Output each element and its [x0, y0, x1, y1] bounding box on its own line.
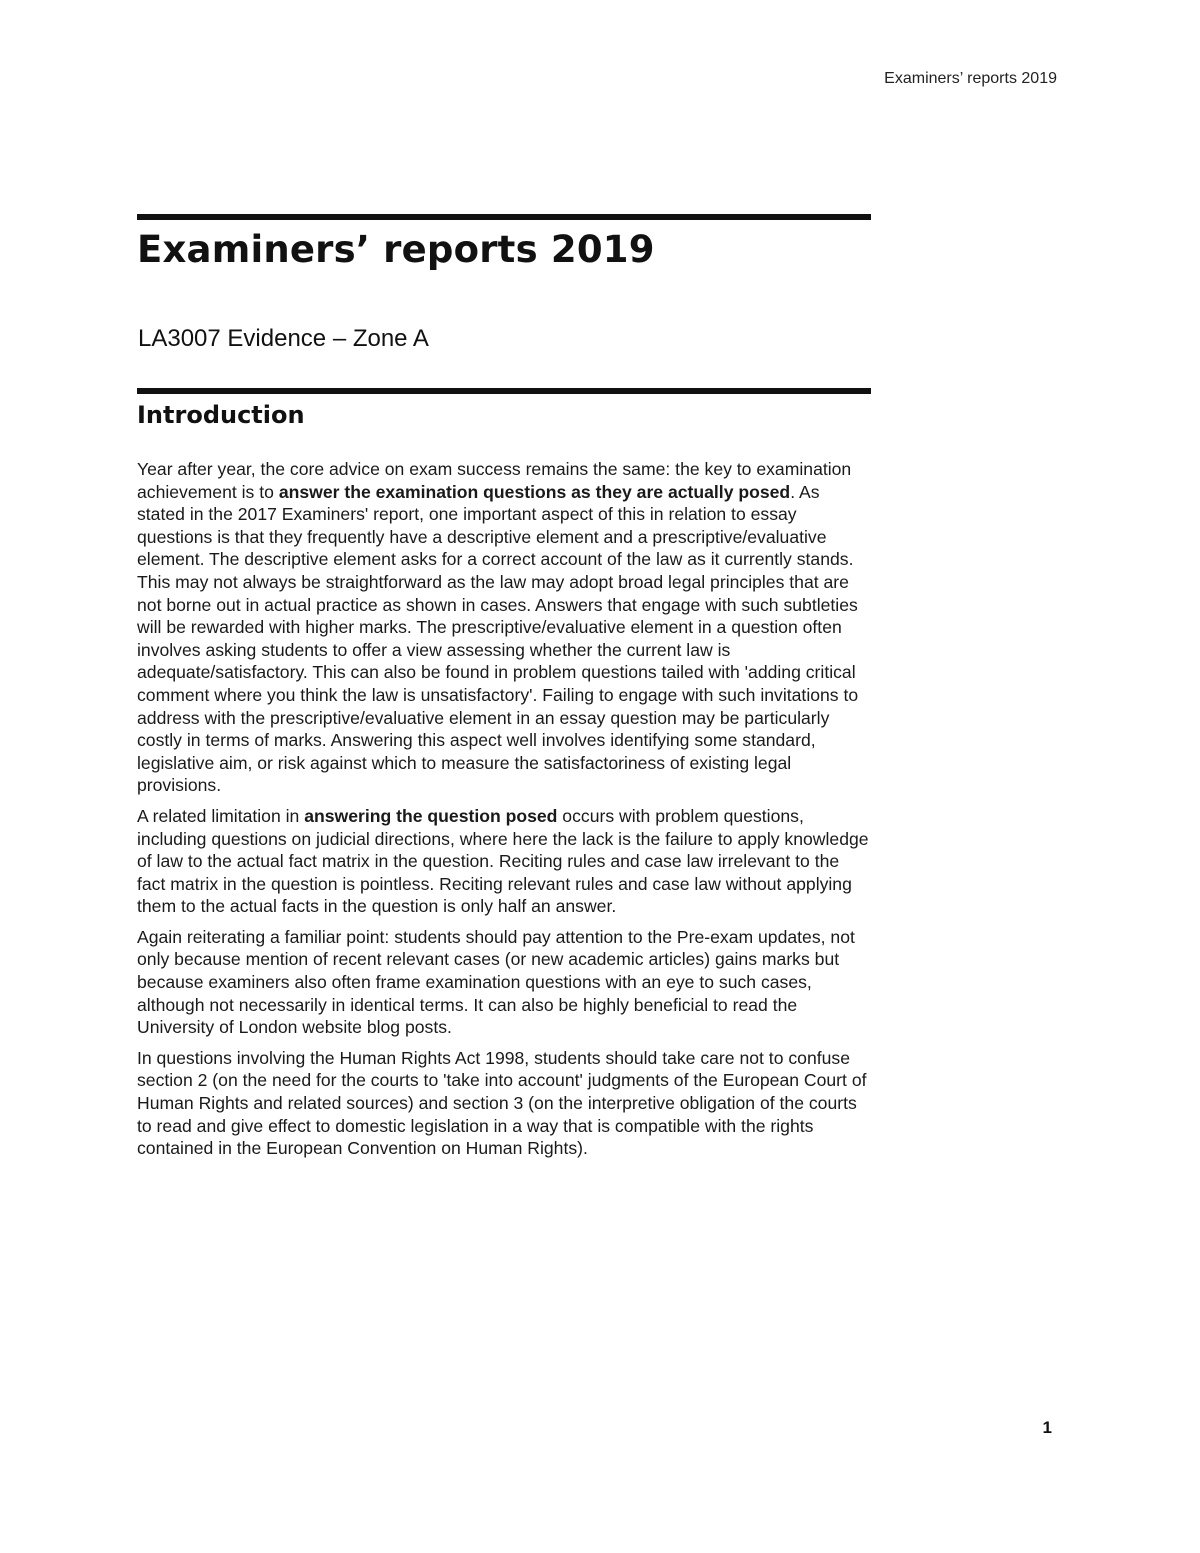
paragraph-4: In questions involving the Human Rights Act 1998, students should take care not to confuse section 2 (on the need for the courts to 'take into account' judgments of the European Court of Human Rights and related sources) and section 3 (on the interpretive obligation of the courts to read and give effect to domestic legislation in a way that is compatible with the rights contained in the European Convention on Human Rights).: [137, 1047, 867, 1159]
running-header: Examiners’ reports 2019: [884, 70, 1057, 87]
paragraph-2-text-a: A related limitation in: [137, 805, 305, 826]
paragraph-2-text-c: occurs with problem questions, including questions on judicial directions, where here the lack is the failure to apply knowledge of law to the actual fact matrix in the question. Reciting rules and case law irrelevant to the fact matrix in the question is pointless. Reciting relevant rules and case law without applying them to the actual facts in the question is only half an answer.: [137, 805, 869, 917]
paragraph-1-emphasis: answer the examination questions as they are actually posed: [278, 481, 791, 502]
paragraph-1-text-c: . As stated in the 2017 Examiners' report, one important aspect of this in relation to essay questions is that they frequently have a descriptive element and a prescriptive/evaluative element. The descriptive element asks for a correct account of the law as it currently stands. This may not always be straightforward as the law may adopt broad legal principles that are not borne out in actual practice as shown in cases. Answers that engage with such subtleties will be rewarded with higher marks. The prescriptive/evaluative element in a question often involves asking students to offer a view assessing whether the current law is adequate/satisfactory. This can also be found in problem questions tailed with 'adding critical comment where you think the law is unsatisfactory'. Failing to engage with such invitations to address with the prescriptive/evaluative element in an essay question may be particularly costly in terms of marks. Answering this aspect well involves identifying some standard, legislative aim, or risk against which to measure the satisfactoriness of existing legal provisions.: [137, 481, 859, 796]
paragraph-1: [137, 458, 872, 797]
paragraph-2-emphasis: answering the question posed: [304, 805, 558, 826]
page-number: 1: [1042, 1418, 1052, 1437]
document-body: [137, 458, 872, 1168]
title-bottom-rule: [137, 388, 871, 394]
paragraph-3: Again reiterating a familiar point: students should pay attention to the Pre-exam updates, not only because mention of recent relevant cases (or new academic articles) gains marks but because examiners also often frame examination questions with an eye to such cases, although not necessarily in identical terms. It can also be highly beneficial to read the University of London website blog posts.: [137, 926, 855, 1038]
document-title: Examiners’ reports 2019: [137, 228, 655, 271]
paragraph-1-text-a: Year after year, the core advice on exam success remains the same: the key to examination achievement is to: [137, 459, 852, 502]
title-top-rule: [137, 214, 871, 220]
paragraph-2: [137, 805, 872, 918]
section-heading-introduction: Introduction: [137, 401, 305, 429]
document-subtitle: LA3007 Evidence – Zone A: [138, 325, 429, 352]
